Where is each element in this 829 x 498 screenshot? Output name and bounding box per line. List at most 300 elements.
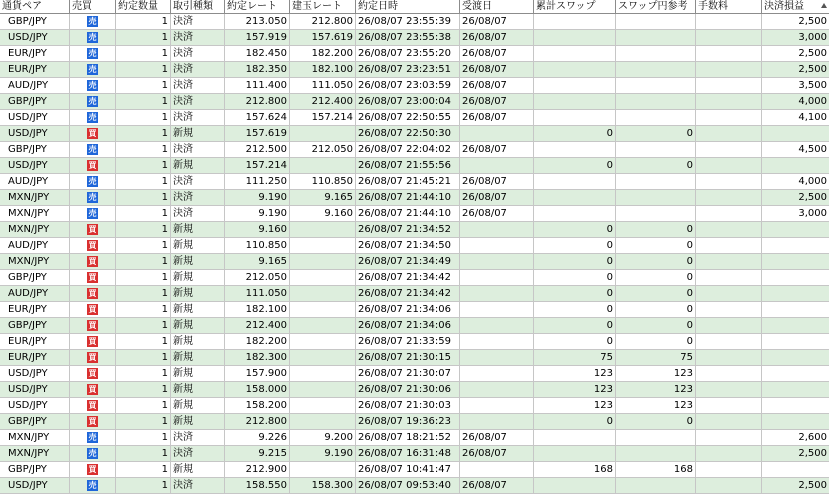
pair-cell: MXN/JPY [0, 430, 70, 445]
side-cell [70, 350, 116, 365]
pnl-cell [762, 286, 829, 301]
rate-cell: 157.624 [225, 110, 290, 125]
buy-badge: 買 [88, 289, 97, 298]
trade-type-cell: 決済 [171, 14, 225, 29]
pair-cell: USD/JPY [0, 382, 70, 397]
pnl-cell [762, 302, 829, 317]
pnl-cell: 2,500 [798, 192, 827, 203]
side-cell [70, 430, 116, 445]
rate-cell: 157.919 [225, 30, 290, 45]
buy-badge: 買 [88, 401, 97, 410]
pnl-cell: 2,500 [798, 64, 827, 75]
fee-cell [696, 222, 762, 237]
swap-ref-cell: 123 [616, 382, 696, 397]
rate-cell: 9.226 [225, 430, 290, 445]
trade-type-cell: 新規 [171, 334, 225, 349]
qty-cell: 1 [116, 238, 171, 253]
buy-badge: 買 [88, 465, 97, 474]
position-rate-cell [290, 366, 356, 381]
rate-cell: 213.050 [225, 14, 290, 29]
fee-cell [696, 14, 762, 29]
side-cell [70, 270, 116, 285]
side-cell [70, 78, 116, 93]
swap-ref-cell: 0 [616, 286, 696, 301]
swap-total-cell: 0 [534, 126, 616, 141]
trade-type-cell: 新規 [171, 286, 225, 301]
sell-badge: 売 [88, 49, 97, 58]
swap-ref-cell: 0 [616, 414, 696, 429]
table-row[interactable] [0, 446, 829, 462]
rate-cell: 212.800 [225, 414, 290, 429]
fee-cell [696, 238, 762, 253]
pnl-cell [762, 414, 829, 429]
pnl-cell [762, 158, 829, 173]
swap-total-cell: 0 [534, 302, 616, 317]
table-row[interactable] [0, 350, 829, 366]
sell-badge: 売 [88, 433, 97, 442]
side-cell [70, 462, 116, 477]
delivery-cell [460, 286, 534, 301]
table-row[interactable] [0, 238, 829, 254]
table-row[interactable] [0, 414, 829, 430]
side-cell [70, 302, 116, 317]
rate-cell: 158.000 [225, 382, 290, 397]
header-col-swap-total[interactable]: 累計スワップ [534, 0, 616, 13]
qty-cell: 1 [116, 30, 171, 45]
swap-total-cell: 123 [534, 398, 616, 413]
swap-total-cell [534, 174, 616, 189]
buy-badge: 買 [88, 161, 97, 170]
side-cell [70, 206, 116, 221]
trade-type-cell: 新規 [171, 270, 225, 285]
rate-cell: 158.200 [225, 398, 290, 413]
swap-total-cell: 0 [534, 158, 616, 173]
qty-cell: 1 [116, 398, 171, 413]
pnl-cell: 2,500 [798, 448, 827, 459]
pair-cell: MXN/JPY [0, 206, 70, 221]
rate-cell: 157.900 [225, 366, 290, 381]
side-cell [70, 366, 116, 381]
rate-cell: 182.450 [225, 46, 290, 61]
delivery-cell: 26/08/07 [460, 110, 534, 125]
fee-cell [696, 382, 762, 397]
delivery-cell: 26/08/07 [460, 478, 534, 493]
position-rate-cell [290, 334, 356, 349]
pnl-cell [762, 222, 829, 237]
pair-cell: EUR/JPY [0, 46, 70, 61]
side-cell [70, 382, 116, 397]
pair-cell: AUD/JPY [0, 238, 70, 253]
table-row[interactable] [0, 190, 829, 206]
pair-cell: MXN/JPY [0, 222, 70, 237]
datetime-cell: 26/08/07 23:00:04 [356, 94, 460, 109]
position-rate-cell [290, 350, 356, 365]
trade-type-cell: 新規 [171, 398, 225, 413]
pnl-cell: 3,500 [798, 80, 827, 91]
table-row[interactable] [0, 126, 829, 142]
swap-total-cell [534, 206, 616, 221]
position-rate-cell: 182.200 [290, 46, 356, 61]
position-rate-cell [290, 238, 356, 253]
side-cell [70, 46, 116, 61]
qty-cell: 1 [116, 94, 171, 109]
fee-cell [696, 158, 762, 173]
swap-ref-cell: 0 [616, 318, 696, 333]
rate-cell: 182.100 [225, 302, 290, 317]
position-rate-cell [290, 318, 356, 333]
datetime-cell: 26/08/07 21:34:06 [356, 302, 460, 317]
header-col-datetime[interactable]: 約定日時 [356, 0, 460, 13]
fee-cell [696, 174, 762, 189]
swap-ref-cell [616, 110, 696, 125]
swap-total-cell: 0 [534, 222, 616, 237]
trade-type-cell: 決済 [171, 446, 225, 461]
swap-ref-cell: 0 [616, 302, 696, 317]
swap-total-cell: 0 [534, 254, 616, 269]
delivery-cell: 26/08/07 [460, 446, 534, 461]
table-row[interactable] [0, 158, 829, 174]
fee-cell [696, 446, 762, 461]
delivery-cell: 26/08/07 [460, 190, 534, 205]
table-row[interactable] [0, 94, 829, 110]
rate-cell: 9.190 [225, 190, 290, 205]
buy-badge: 買 [88, 305, 97, 314]
pair-cell: EUR/JPY [0, 334, 70, 349]
rate-cell: 182.200 [225, 334, 290, 349]
table-row[interactable] [0, 254, 829, 270]
delivery-cell: 26/08/07 [460, 30, 534, 45]
position-rate-cell: 157.214 [290, 110, 356, 125]
pnl-cell: 4,500 [798, 144, 827, 155]
qty-cell: 1 [116, 206, 171, 221]
position-rate-cell [290, 254, 356, 269]
header-col-fee[interactable]: 手数料 [696, 0, 762, 13]
delivery-cell [460, 414, 534, 429]
sell-badge: 売 [88, 113, 97, 122]
swap-ref-cell [616, 46, 696, 61]
qty-cell: 1 [116, 270, 171, 285]
rate-cell: 212.050 [225, 270, 290, 285]
fee-cell [696, 462, 762, 477]
swap-ref-cell [616, 174, 696, 189]
header-col-position-rate[interactable]: 建玉レート [290, 0, 356, 13]
header-col-swap-ref[interactable]: スワップ円参考 [616, 0, 696, 13]
buy-badge: 買 [88, 353, 97, 362]
swap-total-cell: 168 [534, 462, 616, 477]
datetime-cell: 26/08/07 21:34:42 [356, 286, 460, 301]
table-row[interactable] [0, 270, 829, 286]
fee-cell [696, 270, 762, 285]
trade-type-cell: 決済 [171, 142, 225, 157]
delivery-cell: 26/08/07 [460, 14, 534, 29]
swap-ref-cell: 123 [616, 366, 696, 381]
pnl-cell: 4,000 [798, 96, 827, 107]
pair-cell: MXN/JPY [0, 446, 70, 461]
side-cell [70, 14, 116, 29]
header-col-rate[interactable]: 約定レート [225, 0, 290, 13]
side-cell [70, 94, 116, 109]
sell-badge: 売 [88, 17, 97, 26]
rate-cell: 182.300 [225, 350, 290, 365]
trade-type-cell: 新規 [171, 318, 225, 333]
header-col-pair[interactable]: 通貨ペア [0, 0, 70, 13]
delivery-cell: 26/08/07 [460, 62, 534, 77]
pair-cell: GBP/JPY [0, 270, 70, 285]
fee-cell [696, 190, 762, 205]
side-cell [70, 478, 116, 493]
datetime-cell: 26/08/07 21:30:06 [356, 382, 460, 397]
position-rate-cell [290, 126, 356, 141]
sort-indicator-icon[interactable] [821, 3, 827, 8]
pair-cell: GBP/JPY [0, 14, 70, 29]
table-row[interactable] [0, 174, 829, 190]
table-row[interactable] [0, 206, 829, 222]
sell-badge: 売 [88, 81, 97, 90]
datetime-cell: 26/08/07 09:53:40 [356, 478, 460, 493]
buy-badge: 買 [88, 369, 97, 378]
fee-cell [696, 318, 762, 333]
pnl-cell: 3,000 [798, 208, 827, 219]
fee-cell [696, 286, 762, 301]
fee-cell [696, 254, 762, 269]
datetime-cell: 26/08/07 23:55:20 [356, 46, 460, 61]
buy-badge: 買 [88, 337, 97, 346]
fee-cell [696, 94, 762, 109]
sell-badge: 売 [88, 209, 97, 218]
delivery-cell: 26/08/07 [460, 46, 534, 61]
position-rate-cell: 9.160 [290, 206, 356, 221]
qty-cell: 1 [116, 366, 171, 381]
side-cell [70, 62, 116, 77]
table-row[interactable] [0, 302, 829, 318]
trade-type-cell: 新規 [171, 462, 225, 477]
position-rate-cell [290, 398, 356, 413]
buy-badge: 買 [88, 273, 97, 282]
position-rate-cell [290, 222, 356, 237]
swap-total-cell [534, 62, 616, 77]
fee-cell [696, 206, 762, 221]
buy-badge: 買 [88, 385, 97, 394]
trade-type-cell: 決済 [171, 190, 225, 205]
qty-cell: 1 [116, 286, 171, 301]
delivery-cell: 26/08/07 [460, 174, 534, 189]
side-cell [70, 254, 116, 269]
datetime-cell: 26/08/07 19:36:23 [356, 414, 460, 429]
sell-badge: 売 [88, 97, 97, 106]
rate-cell: 182.350 [225, 62, 290, 77]
qty-cell: 1 [116, 46, 171, 61]
rate-cell: 9.165 [225, 254, 290, 269]
sell-badge: 売 [88, 481, 97, 490]
table-row[interactable] [0, 286, 829, 302]
datetime-cell: 26/08/07 21:44:10 [356, 190, 460, 205]
header-col-pnl[interactable]: 決済損益 [762, 0, 829, 13]
table-row[interactable] [0, 46, 829, 62]
side-cell [70, 238, 116, 253]
swap-total-cell: 123 [534, 366, 616, 381]
position-rate-cell [290, 270, 356, 285]
position-rate-cell [290, 302, 356, 317]
table-row[interactable] [0, 318, 829, 334]
header-col-qty[interactable]: 約定数量 [116, 0, 171, 13]
rate-cell: 9.215 [225, 446, 290, 461]
delivery-cell [460, 238, 534, 253]
side-cell [70, 126, 116, 141]
pair-cell: USD/JPY [0, 158, 70, 173]
delivery-cell [460, 270, 534, 285]
fee-cell [696, 142, 762, 157]
table-row[interactable] [0, 398, 829, 414]
datetime-cell: 26/08/07 21:44:10 [356, 206, 460, 221]
pair-cell: GBP/JPY [0, 142, 70, 157]
table-row[interactable] [0, 222, 829, 238]
qty-cell: 1 [116, 174, 171, 189]
pair-cell: GBP/JPY [0, 94, 70, 109]
datetime-cell: 26/08/07 21:34:52 [356, 222, 460, 237]
delivery-cell [460, 366, 534, 381]
table-row[interactable] [0, 142, 829, 158]
datetime-cell: 26/08/07 21:30:03 [356, 398, 460, 413]
delivery-cell [460, 350, 534, 365]
trade-type-cell: 新規 [171, 302, 225, 317]
header-row [0, 0, 829, 14]
position-rate-cell [290, 286, 356, 301]
table-row[interactable] [0, 62, 829, 78]
trade-type-cell: 新規 [171, 350, 225, 365]
rate-cell: 110.850 [225, 238, 290, 253]
position-rate-cell: 158.300 [290, 478, 356, 493]
pnl-cell: 2,500 [798, 480, 827, 491]
table-row[interactable] [0, 366, 829, 382]
fee-cell [696, 62, 762, 77]
rate-cell: 9.160 [225, 222, 290, 237]
qty-cell: 1 [116, 446, 171, 461]
table-row[interactable] [0, 430, 829, 446]
swap-ref-cell [616, 30, 696, 45]
swap-ref-cell [616, 430, 696, 445]
pair-cell: USD/JPY [0, 126, 70, 141]
trade-type-cell: 新規 [171, 414, 225, 429]
fee-cell [696, 350, 762, 365]
delivery-cell [460, 334, 534, 349]
datetime-cell: 26/08/07 23:55:39 [356, 14, 460, 29]
table-row[interactable] [0, 14, 829, 30]
swap-ref-cell: 0 [616, 238, 696, 253]
trade-type-cell: 決済 [171, 62, 225, 77]
table-row[interactable] [0, 462, 829, 478]
delivery-cell [460, 126, 534, 141]
qty-cell: 1 [116, 334, 171, 349]
grid-body [0, 14, 829, 494]
datetime-cell: 26/08/07 21:34:50 [356, 238, 460, 253]
rate-cell: 111.400 [225, 78, 290, 93]
qty-cell: 1 [116, 142, 171, 157]
datetime-cell: 26/08/07 21:33:59 [356, 334, 460, 349]
pnl-cell [762, 318, 829, 333]
swap-total-cell [534, 430, 616, 445]
trade-type-cell: 決済 [171, 206, 225, 221]
pair-cell: MXN/JPY [0, 254, 70, 269]
buy-badge: 買 [88, 417, 97, 426]
pair-cell: EUR/JPY [0, 62, 70, 77]
qty-cell: 1 [116, 14, 171, 29]
position-rate-cell: 157.619 [290, 30, 356, 45]
pnl-cell: 3,000 [798, 32, 827, 43]
qty-cell: 1 [116, 190, 171, 205]
fee-cell [696, 110, 762, 125]
buy-badge: 買 [88, 129, 97, 138]
datetime-cell: 26/08/07 21:30:07 [356, 366, 460, 381]
table-row[interactable] [0, 110, 829, 126]
swap-total-cell: 0 [534, 270, 616, 285]
pnl-cell: 4,100 [798, 112, 827, 123]
position-rate-cell: 182.100 [290, 62, 356, 77]
header-col-trade-type[interactable]: 取引種類 [171, 0, 225, 13]
side-cell [70, 446, 116, 461]
pair-cell: USD/JPY [0, 30, 70, 45]
position-rate-cell: 111.050 [290, 78, 356, 93]
fee-cell [696, 366, 762, 381]
rate-cell: 157.214 [225, 158, 290, 173]
swap-total-cell [534, 30, 616, 45]
side-cell [70, 110, 116, 125]
delivery-cell [460, 462, 534, 477]
header-col-delivery[interactable]: 受渡日 [460, 0, 534, 13]
table-row[interactable] [0, 382, 829, 398]
swap-total-cell: 75 [534, 350, 616, 365]
pair-cell: AUD/JPY [0, 78, 70, 93]
datetime-cell: 26/08/07 21:55:56 [356, 158, 460, 173]
table-row[interactable] [0, 334, 829, 350]
pnl-cell: 4,000 [798, 176, 827, 187]
pnl-cell [762, 462, 829, 477]
buy-badge: 買 [88, 241, 97, 250]
table-row[interactable] [0, 478, 829, 494]
pair-cell: AUD/JPY [0, 286, 70, 301]
swap-total-cell [534, 94, 616, 109]
table-row[interactable] [0, 78, 829, 94]
swap-total-cell [534, 110, 616, 125]
datetime-cell: 26/08/07 22:50:30 [356, 126, 460, 141]
sell-badge: 売 [88, 33, 97, 42]
trade-type-cell: 新規 [171, 158, 225, 173]
trade-type-cell: 新規 [171, 238, 225, 253]
qty-cell: 1 [116, 302, 171, 317]
swap-total-cell: 0 [534, 414, 616, 429]
swap-total-cell [534, 446, 616, 461]
trade-type-cell: 新規 [171, 366, 225, 381]
table-row[interactable] [0, 30, 829, 46]
pnl-cell [762, 366, 829, 381]
trade-type-cell: 決済 [171, 46, 225, 61]
fee-cell [696, 78, 762, 93]
side-cell [70, 174, 116, 189]
pnl-cell [762, 350, 829, 365]
side-cell [70, 222, 116, 237]
position-rate-cell [290, 158, 356, 173]
swap-ref-cell: 0 [616, 270, 696, 285]
trade-type-cell: 新規 [171, 222, 225, 237]
datetime-cell: 26/08/07 23:03:59 [356, 78, 460, 93]
position-rate-cell: 9.190 [290, 446, 356, 461]
rate-cell: 111.250 [225, 174, 290, 189]
pair-cell: USD/JPY [0, 398, 70, 413]
pnl-cell [762, 334, 829, 349]
datetime-cell: 26/08/07 23:55:38 [356, 30, 460, 45]
delivery-cell [460, 302, 534, 317]
header-col-side[interactable]: 売買 [70, 0, 116, 13]
datetime-cell: 26/08/07 21:45:21 [356, 174, 460, 189]
